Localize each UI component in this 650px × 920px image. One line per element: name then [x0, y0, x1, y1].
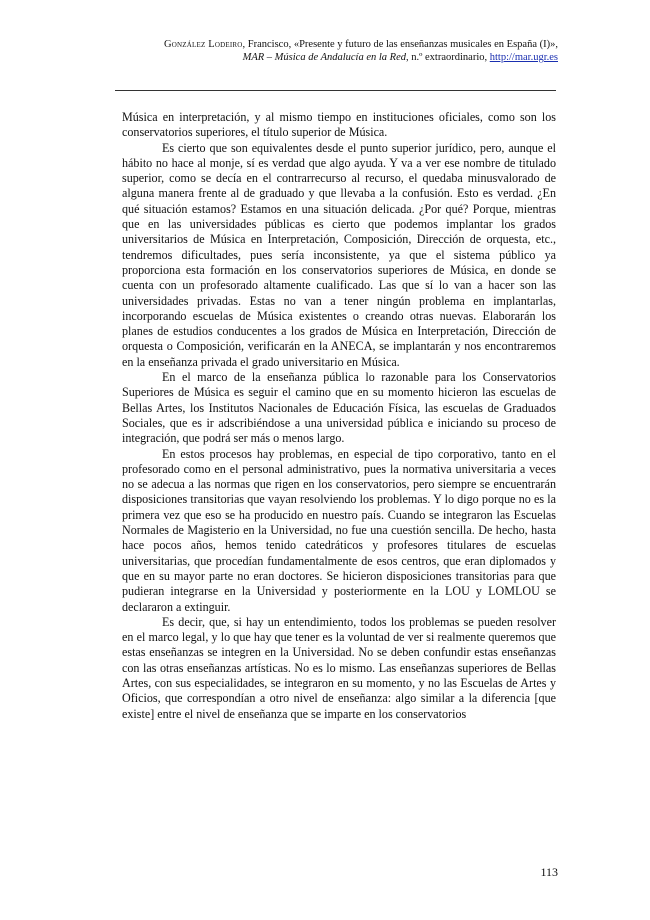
header-author: González Lodeiro [163, 39, 243, 50]
paragraph: Es decir, que, si hay un entendimiento, todos los problemas se pueden resolver en el marco legal, y lo que hay que tener es la voluntad de ver si realmente queremos que estas enseñanzas se integren en la Universidad. No se deben confundir estas enseñanzas con las otras enseñanzas artísticas. No es lo mismo. Las enseñanzas superiores de Bellas Artes, con sus especialidades, se integraron en su momento, y no las Escuelas de Artes y Oficios, que correspondían a otro nivel de enseñanza: algo similar a la diferencia [que existe] entre el nivel de enseñanza que se imparte en los conservatorios [122, 614, 556, 721]
header-article-title: , Francisco, «Presente y futuro de las enseñanzas musicales en España (I)», [242, 39, 558, 50]
header-rule [115, 90, 556, 91]
paragraph: En el marco de la enseñanza pública lo razonable para los Conservatorios Superiores de Música es seguir el camino que en su momento hicieron las escuelas de Bellas Artes, los Institutos Nacionales de Educación Física, las escuelas de Graduados Sociales, que es ir adscribiéndose a una universidad pública e iniciando su proceso de integración, que podrá ser más o menos largo. [122, 370, 556, 446]
running-header [88, 38, 558, 64]
header-link[interactable]: http://mar.ugr.es [489, 52, 558, 63]
paragraph: Es cierto que son equivalentes desde el punto superior jurídico, pero, aunque el hábito no hace al monje, sí es verdad que algo ayuda. Y va a ver ese nombre de titulado superior, como se decía en el contrarrecurso al recurso, el quedaba minusvalorado de alguna manera frente al de graduado y que llevaba a la confusión. Esto es verdad. ¿En qué situación estamos? Estamos en una situación delicada. ¿Por qué? Porque, mientras que en las universidades públicas es cierto que podemos implantar los grados universitarios de Música en Interpretación, Composición, Dirección de orquesta, etc., tendremos dificultades, pues sería inconsistente, ya que el sistema público ya proporciona esta formación en los conservatorios superiores de Música, en donde se cuenta con un profesorado altamente cualificado. Las que sí lo van a hacer son las universidades privadas. Estas no van a tener ningún problema en implantarlas, incorporando escuelas de Música existentes o creando otras nuevas. Elaborarán los planes de estudios conducentes a los grados de Música en Interpretación, Dirección de orquesta o Composición, verificarán en la ANECA, se implantarán y nos encontraremos en la enseñanza privada el grado universitario en Música. [122, 140, 556, 369]
body-text [122, 110, 556, 722]
header-issue: , n.º extraordinario, [406, 52, 490, 63]
paragraph: Música en interpretación, y al mismo tiempo en instituciones oficiales, como son los conservatorios superiores, el título superior de Música. [122, 110, 556, 140]
page-number: 113 [540, 865, 558, 879]
paragraph: En estos procesos hay problemas, en especial de tipo corporativo, tanto en el profesorado como en el personal administrativo, pues la normativa universitaria a veces no se adecua a las normas que rigen en los conservatorios, pero siempre se encuentrarán disposiciones transitorias que vayan resolviendo los problemas. Y lo digo porque no es la primera vez que eso se ha producido en nuestro país. Cuando se integraron las Escuelas Normales de Magisterio en la Universidad, no fue una cuestión sencilla. De hecho, hasta hace pocos años, hemos tenido catedráticos y profesores titulares de escuelas universitarias, que procedían fundamentalmente de esos centros, que eran diplomados y que en su mayor parte no eran doctores. Se hicieron disposiciones transitorias para que pudieran integrarse en la Universidad y posteriormente en la LOU y LOMLOU se declararon a extinguir. [122, 446, 556, 614]
header-journal: MAR – Música de Andalucía en la Red [242, 52, 407, 63]
header-citation-line-1 [88, 38, 558, 51]
header-citation-line-2 [88, 51, 558, 64]
